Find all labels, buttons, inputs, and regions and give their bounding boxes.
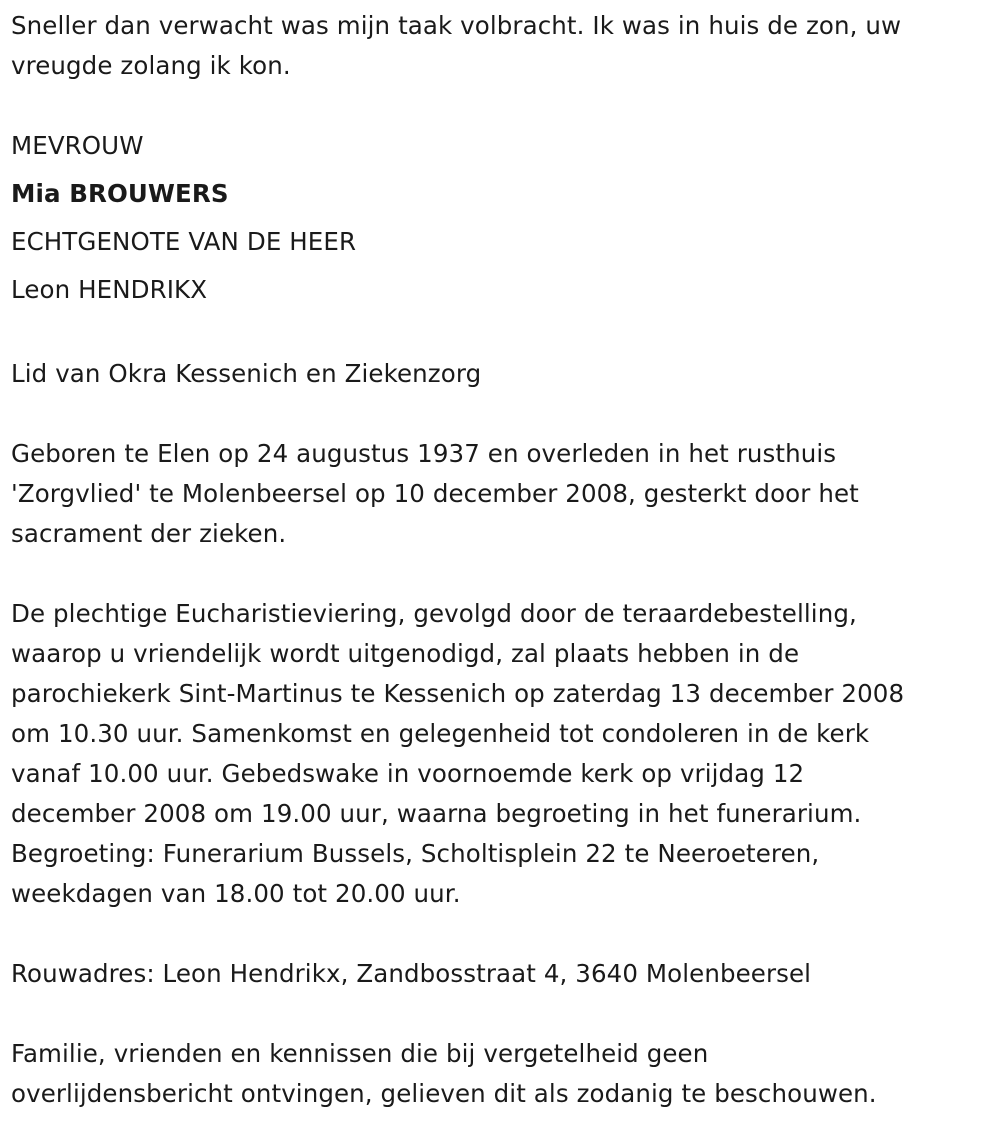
membership-line: Lid van Okra Kessenich en Ziekenzorg xyxy=(11,359,482,388)
birth-death-line: Geboren te Elen op 24 augustus 1937 en overleden in het rusthuis xyxy=(11,439,837,468)
birth-death-line: 'Zorgvlied' te Molenbeersel op 10 december 2008, gesterkt door het xyxy=(11,479,859,508)
birth-death-paragraph xyxy=(11,434,990,554)
membership-paragraph xyxy=(11,354,990,394)
ceremony-line: parochiekerk Sint-Martinus te Kessenich op zaterdag 13 december 2008 xyxy=(11,679,905,708)
intro-line: Sneller dan verwacht was mijn taak volbracht. Ik was in huis de zon, uw xyxy=(11,11,902,40)
intro-line: vreugde zolang ik kon. xyxy=(11,51,291,80)
ceremony-line: De plechtige Eucharistieviering, gevolgd door de teraardebestelling, xyxy=(11,599,857,628)
birth-death-line: sacrament der zieken. xyxy=(11,519,287,548)
ceremony-line: weekdagen van 18.00 tot 20.00 uur. xyxy=(11,879,461,908)
ceremony-line: vanaf 10.00 uur. Gebedswake in voornoemde kerk op vrijdag 12 xyxy=(11,759,805,788)
ceremony-line: Begroeting: Funerarium Bussels, Scholtisplein 22 te Neeroeteren, xyxy=(11,839,820,868)
closing-line: overlijdensbericht ontvingen, gelieven dit als zodanig te beschouwen. xyxy=(11,1079,877,1108)
address-line: Rouwadres: Leon Hendrikx, Zandbosstraat 4, 3640 Molenbeersel xyxy=(11,959,812,988)
ceremony-paragraph xyxy=(11,594,990,914)
closing-line: Familie, vrienden en kennissen die bij vergetelheid geen xyxy=(11,1039,709,1068)
intro-quote xyxy=(11,6,990,86)
closing-paragraph xyxy=(11,1034,990,1114)
deceased-name: Mia BROUWERS xyxy=(11,179,229,208)
ceremony-line: waarop u vriendelijk wordt uitgenodigd, zal plaats hebben in de xyxy=(11,639,800,668)
address-paragraph xyxy=(11,954,990,994)
relation-label: ECHTGENOTE VAN DE HEER xyxy=(11,227,357,256)
deceased-block xyxy=(11,122,990,314)
ceremony-line: december 2008 om 19.00 uur, waarna begroeting in het funerarium. xyxy=(11,799,862,828)
salutation: MEVROUW xyxy=(11,131,144,160)
spouse-name: Leon HENDRIKX xyxy=(11,275,208,304)
ceremony-line: om 10.30 uur. Samenkomst en gelegenheid tot condoleren in de kerk xyxy=(11,719,870,748)
